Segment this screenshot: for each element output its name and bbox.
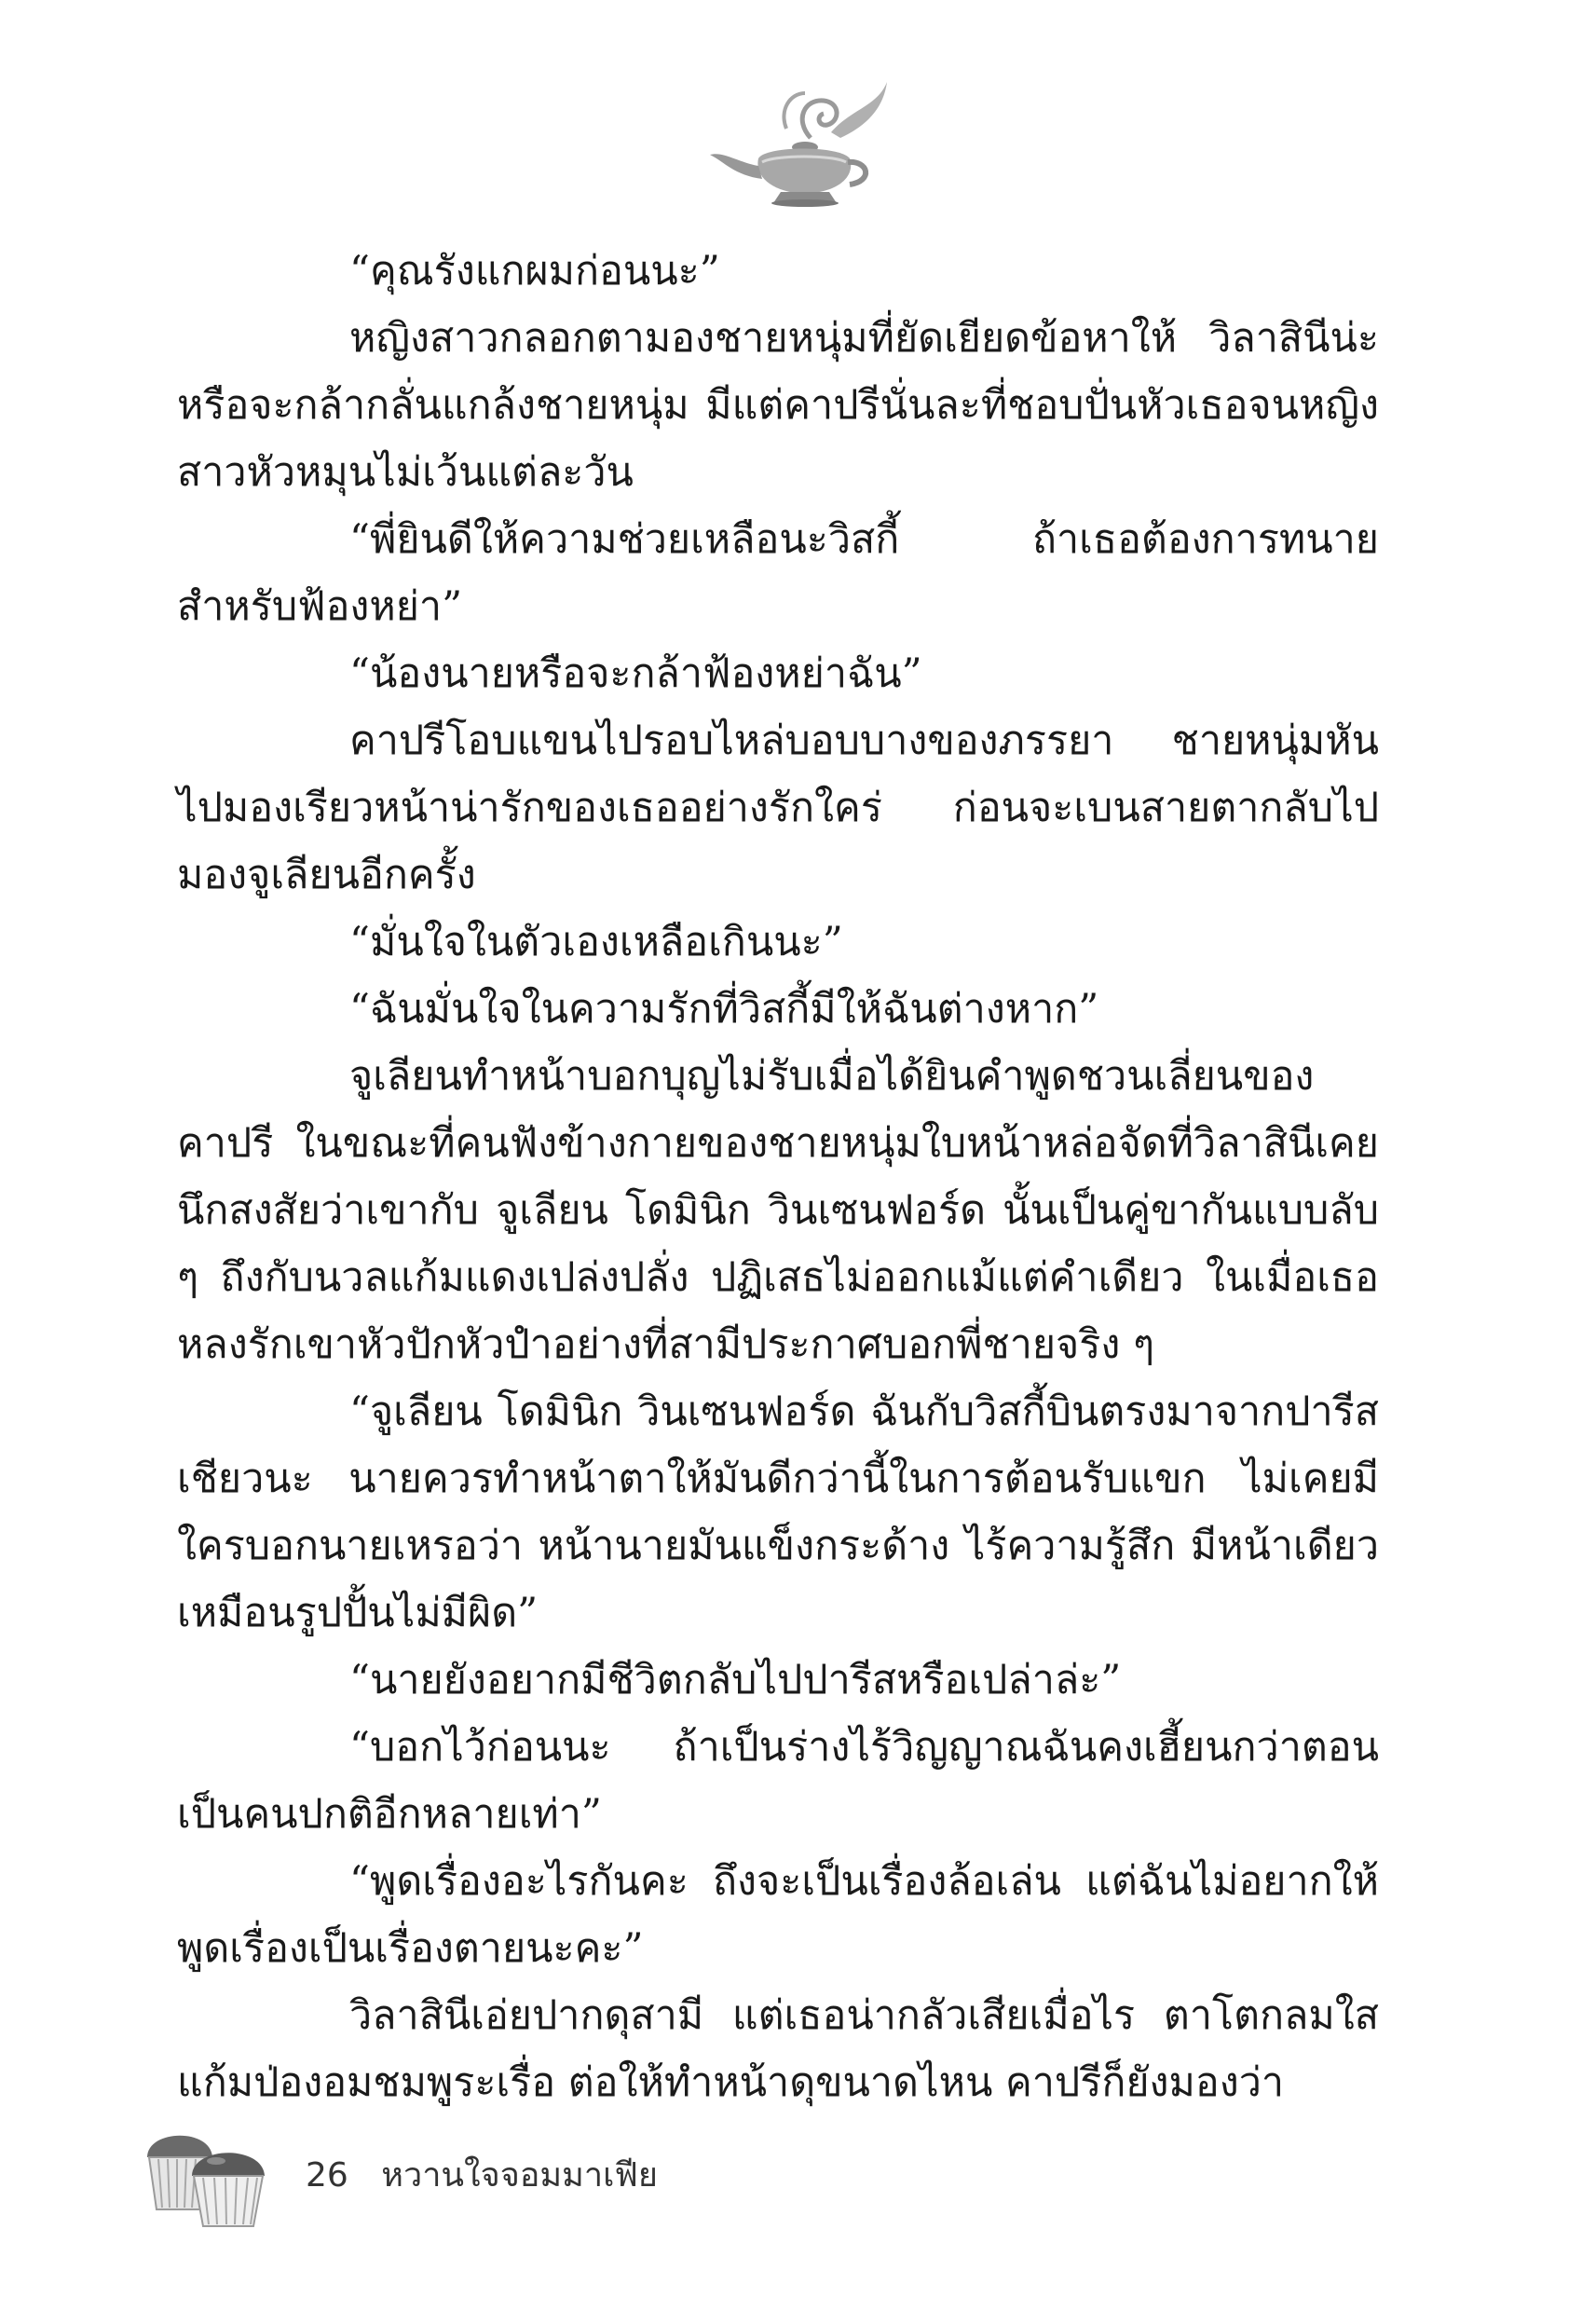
teapot-ornament-icon <box>701 73 896 212</box>
cupcakes-icon <box>140 2120 289 2227</box>
footer-caption <box>306 2148 658 2201</box>
paragraph: “พูดเรื่องอะไรกันคะ ถึงจะเป็นเรื่องล้อเล่น แต่ฉันไม่อยากให้พูดเรื่องเป็นเรื่องตายนะคะ” <box>177 1858 1379 1972</box>
paragraph: “นายยังอยากมีชีวิตกลับไปปารีสหรือเปล่าล่ะ” <box>349 1657 1122 1703</box>
page-footer <box>140 2120 792 2232</box>
paragraph: “น้องนายหรือจะกล้าฟ้องหย่าฉัน” <box>349 650 922 697</box>
page-number: 26 <box>306 2156 348 2195</box>
paragraph: “บอกไว้ก่อนนะ ถ้าเป็นร่างไร้วิญญาณฉันคงเฮี้ยนกว่าตอนเป็นคนปกติอีกหลายเท่า” <box>177 1724 1379 1838</box>
book-title: หวานใจจอมมาเฟีย <box>381 2156 658 2195</box>
paragraph: “มั่นใจในตัวเองเหลือเกินนะ” <box>349 919 843 965</box>
body-text <box>177 238 1379 2116</box>
paragraph: คาปรีโอบแขนไปรอบไหล่บอบบางของภรรยา ชายหนุ่มหันไปมองเรียวหน้าน่ารักของเธออย่างรักใคร่ ก่อนจะเบนสายตากลับไปมองจูเลียนอีกครั้ง <box>177 718 1379 898</box>
paragraph: “ฉันมั่นใจในความรักที่วิสกี้มีให้ฉันต่างหาก” <box>349 986 1099 1032</box>
paragraph: “พี่ยินดีให้ความช่วยเหลือนะวิสกี้ ถ้าเธอต้องการทนายสำหรับฟ้องหย่า” <box>177 516 1379 630</box>
paragraph: หญิงสาวกลอกตามองชายหนุ่มที่ยัดเยียดข้อหาให้ วิลาสินีน่ะหรือจะกล้ากลั่นแกล้งชายหนุ่ม มีแต่คาปรีนั่นละที่ชอบปั่นหัวเธอจนหญิงสาวหัวหมุนไม่เว้นแต่ละวัน <box>177 315 1379 496</box>
paragraph: “จูเลียน โดมินิก วินเซนฟอร์ด ฉันกับวิสกี้บินตรงมาจากปารีสเชียวนะ นายควรทำหน้าตาให้มันดีกว่านี้ในการต้อนรับแขก ไม่เคยมีใครบอกนายเหรอว่า หน้านายมันแข็งกระด้าง ไร้ความรู้สึก มีหน้าเดียวเหมือนรูปปั้นไม่มีผิด” <box>177 1388 1379 1636</box>
paragraph: “คุณรังแกผมก่อนนะ” <box>349 248 720 294</box>
paragraph: จูเลียนทำหน้าบอกบุญไม่รับเมื่อได้ยินคำพูดชวนเลี่ยนของคาปรี ในขณะที่คนฟังข้างกายของชายหนุ่มใบหน้าหล่อจัดที่วิลาสินีเคยนึกสงสัยว่าเขากับ จูเลียน โดมินิก วินเซนฟอร์ด นั้นเป็นคู่ขากันแบบลับ ๆ ถึงกับนวลแก้มแดงเปล่งปลั่ง ปฏิเสธไม่ออกแม้แต่คำเดียว ในเมื่อเธอหลงรักเขาหัวปักหัวปำอย่างที่สามีประกาศบอกพี่ชายจริง ๆ <box>177 1053 1379 1368</box>
paragraph: วิลาสินีเอ่ยปากดุสามี แต่เธอน่ากลัวเสียเมื่อไร ตาโตกลมใสแก้มป่องอมชมพูระเรื่อ ต่อให้ทำหน้าดุขนาดไหน คาปรีก็ยังมองว่า <box>177 1992 1379 2106</box>
